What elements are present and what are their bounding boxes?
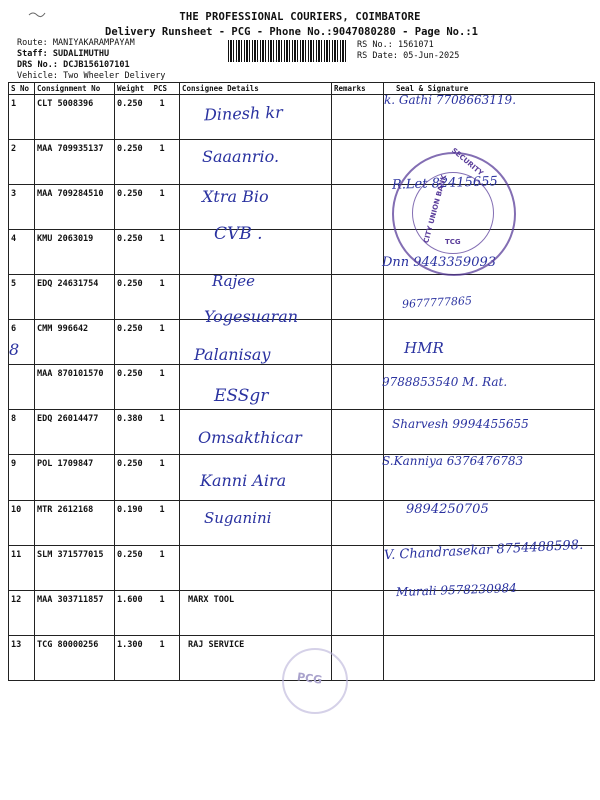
barcode xyxy=(228,40,348,62)
weight-cell: 0.250 xyxy=(115,275,152,320)
weight-cell: 1.600 xyxy=(115,591,152,636)
consignment-cell: MAA 709284510 xyxy=(35,185,115,230)
details-cell xyxy=(180,546,332,591)
col-seal: Seal & Signature xyxy=(384,83,595,95)
table-row xyxy=(9,275,595,320)
sno-cell: 9 xyxy=(9,455,35,501)
table-row xyxy=(9,320,595,365)
pcs-cell: 1 xyxy=(152,410,180,455)
sno-cell: 12 xyxy=(9,591,35,636)
handwritten-signature: R.Let 82415655 xyxy=(391,174,498,193)
handwritten-consignee-name: Yogesuaran xyxy=(204,306,299,326)
remarks-cell xyxy=(332,230,384,275)
handwritten-consignee-name: Omsakthicar xyxy=(198,428,302,447)
remarks-cell xyxy=(332,185,384,230)
company-title: THE PROFESSIONAL COURIERS, COIMBATORE xyxy=(179,11,421,23)
sno-cell: 3 xyxy=(9,185,35,230)
rs-no-line: RS No.: 1561071 xyxy=(357,40,434,50)
remarks-cell xyxy=(332,546,384,591)
pcs-cell: 1 xyxy=(152,230,180,275)
weight-cell: 0.250 xyxy=(115,230,152,275)
remarks-cell xyxy=(332,365,384,410)
stamp-text-tcg: TCG xyxy=(445,238,461,246)
consignment-cell: MAA 870101570 xyxy=(35,365,115,410)
weight-cell: 0.190 xyxy=(115,501,152,546)
vehicle-line: Vehicle: Two Wheeler Delivery xyxy=(17,71,166,81)
consignment-cell: MAA 709935137 xyxy=(35,140,115,185)
handwritten-row-number: 8 xyxy=(9,340,20,359)
sno-cell: 6 xyxy=(9,320,35,365)
details-cell: RAJ SERVICE xyxy=(180,636,332,681)
remarks-cell xyxy=(332,455,384,501)
rs-date-line: RS Date: 05-Jun-2025 xyxy=(357,51,460,61)
handwritten-signature: k. Gathi 7708663119. xyxy=(384,93,517,107)
consignment-cell: KMU 2063019 xyxy=(35,230,115,275)
handwritten-consignee-name: Saaanrio. xyxy=(202,146,280,166)
runsheet-subtitle: Delivery Runsheet - PCG - Phone No.:9047080280 - Page No.:1 xyxy=(105,26,478,38)
col-remarks: Remarks xyxy=(332,83,384,95)
consignment-cell: MAA 303711857 xyxy=(35,591,115,636)
pcs-cell: 1 xyxy=(152,501,180,546)
consignment-cell: TCG 80000256 xyxy=(35,636,115,681)
pcs-cell: 1 xyxy=(152,455,180,501)
handwritten-signature: HMR xyxy=(404,339,444,357)
pcs-cell: 1 xyxy=(152,275,180,320)
handwritten-signature: Sharvesh 9994455655 xyxy=(392,417,529,431)
col-consignment: Consignment No xyxy=(35,83,115,95)
sno-cell xyxy=(9,365,35,410)
remarks-cell xyxy=(332,320,384,365)
consignment-cell: MTR 2612168 xyxy=(35,501,115,546)
handwritten-signature: V. Chandrasekar 8754488598. xyxy=(383,537,584,563)
pcs-cell: 1 xyxy=(152,95,180,140)
handwritten-consignee-name: Palanisay xyxy=(194,345,271,364)
col-weight: Weight xyxy=(115,83,152,95)
consignment-cell: EDQ 26014477 xyxy=(35,410,115,455)
staff-line: Staff: SUDALIMUTHU xyxy=(17,49,110,59)
weight-cell: 0.250 xyxy=(115,455,152,501)
consignment-cell: EDQ 24631754 xyxy=(35,275,115,320)
handwritten-consignee-name: ESSgr xyxy=(214,385,269,406)
pcg-stamp-text: PCG xyxy=(296,670,323,687)
handwritten-signature: Dnn 9443359093 xyxy=(382,255,497,270)
handwritten-signature: Murali 9578230984 xyxy=(395,580,517,600)
table-row xyxy=(9,591,595,636)
sno-cell: 10 xyxy=(9,501,35,546)
weight-cell: 0.250 xyxy=(115,185,152,230)
table-row xyxy=(9,501,595,546)
remarks-cell xyxy=(332,95,384,140)
col-pcs: PCS xyxy=(152,83,180,95)
drs-line: DRS No.: DCJB156107101 xyxy=(17,60,130,70)
pcs-cell: 1 xyxy=(152,636,180,681)
table-row xyxy=(9,140,595,185)
consignment-cell: POL 1709847 xyxy=(35,455,115,501)
sno-cell: 2 xyxy=(9,140,35,185)
handwritten-consignee-name: Kanni Aira xyxy=(200,470,287,490)
signature-cell xyxy=(384,636,595,681)
weight-cell: 1.300 xyxy=(115,636,152,681)
handwritten-consignee-name: CVB . xyxy=(214,223,263,244)
sno-cell: 5 xyxy=(9,275,35,320)
sno-cell: 4 xyxy=(9,230,35,275)
handwritten-consignee-name: Rajee xyxy=(212,272,255,290)
col-sno: S No xyxy=(9,83,35,95)
col-details: Consignee Details xyxy=(180,83,332,95)
sno-cell: 11 xyxy=(9,546,35,591)
handwritten-signature: S.Kanniya 6376476783 xyxy=(382,453,524,468)
consignment-cell: SLM 371577015 xyxy=(35,546,115,591)
handwritten-signature: 9894250705 xyxy=(406,502,489,517)
weight-cell: 0.250 xyxy=(115,95,152,140)
remarks-cell xyxy=(332,591,384,636)
remarks-cell xyxy=(332,410,384,455)
pcs-cell: 1 xyxy=(152,591,180,636)
weight-cell: 0.250 xyxy=(115,320,152,365)
consignment-cell: CMM 996642 xyxy=(35,320,115,365)
remarks-cell xyxy=(332,501,384,546)
weight-cell: 0.250 xyxy=(115,365,152,410)
handwritten-consignee-name: Suganini xyxy=(204,509,272,527)
handwritten-signature: 9788853540 M. Rat. xyxy=(382,374,508,389)
weight-cell: 0.250 xyxy=(115,546,152,591)
pcs-cell: 1 xyxy=(152,546,180,591)
stamp-text-security: SECURITY xyxy=(449,146,485,178)
handwritten-consignee-name: Xtra Bio xyxy=(202,187,269,206)
stamp-text-bank: CITY UNION BANK xyxy=(422,173,449,245)
pcs-cell: 1 xyxy=(152,185,180,230)
sno-cell: 1 xyxy=(9,95,35,140)
pcs-cell: 1 xyxy=(152,320,180,365)
pcs-cell: 1 xyxy=(152,365,180,410)
weight-cell: 0.380 xyxy=(115,410,152,455)
remarks-cell xyxy=(332,140,384,185)
remarks-cell xyxy=(332,275,384,320)
handwritten-consignee-name: Dinesh kr xyxy=(203,102,283,125)
consignment-cell: CLT 5008396 xyxy=(35,95,115,140)
weight-cell: 0.250 xyxy=(115,140,152,185)
details-cell: MARX TOOL xyxy=(180,591,332,636)
route-line: Route: MANIYAKARAMPAYAM xyxy=(17,38,135,48)
pcs-cell: 1 xyxy=(152,140,180,185)
sno-cell: 13 xyxy=(9,636,35,681)
sno-cell: 8 xyxy=(9,410,35,455)
handwritten-signature: 9677777865 xyxy=(401,293,473,311)
